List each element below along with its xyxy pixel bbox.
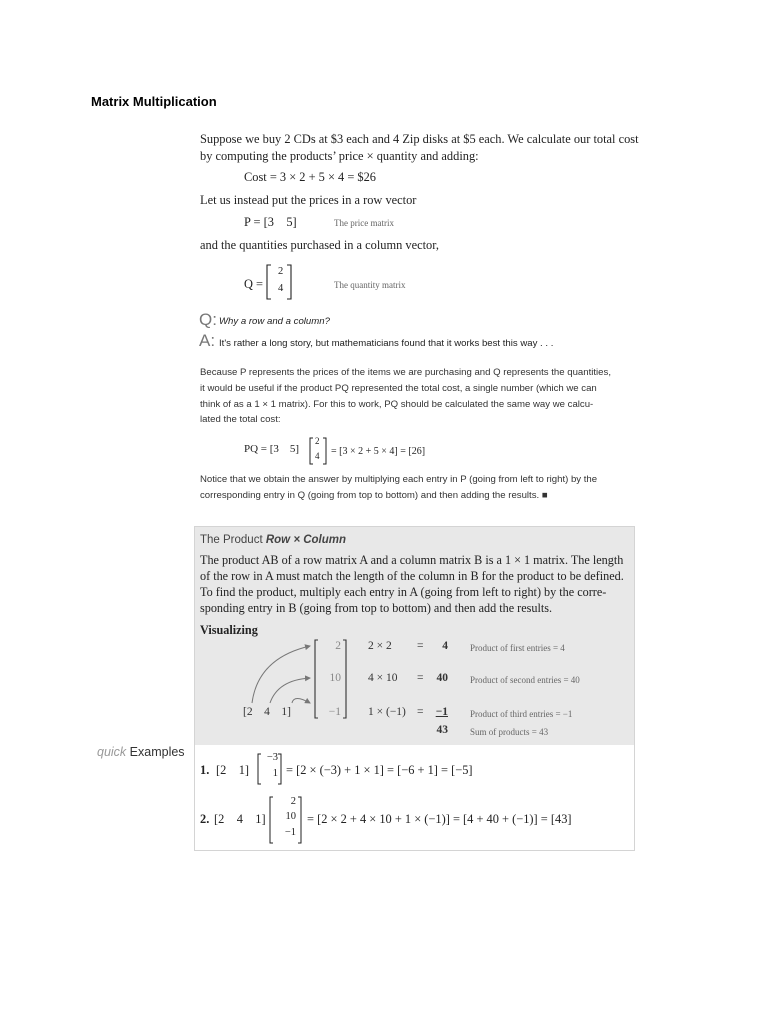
- answer-mark-label: A:: [199, 331, 216, 350]
- example-1-row: [2 1]: [216, 763, 250, 777]
- visualizing-sum: 43: [436, 724, 448, 736]
- visualizing-product-2: 4 × 10: [368, 672, 398, 684]
- example-2-col-3: −1: [284, 827, 296, 838]
- question-text: Why a row and a column?: [219, 316, 330, 327]
- example-1-col-bottom: 1: [272, 768, 278, 779]
- definition-line-3: To find the product, multiply each entry in A (going from left to right) by the corre-: [200, 585, 607, 599]
- definition-heading-pre: The Product: [200, 534, 266, 546]
- definition-line-1: The product AB of a row matrix A and a column matrix B is a 1 × 1 matrix. The length: [200, 553, 624, 567]
- answer-text: It's rather a long story, but mathematicians found that it works best this way . . .: [219, 338, 554, 349]
- visualizing-col-entry-1: 2: [335, 640, 341, 652]
- body-line-4: lated the total cost:: [200, 414, 281, 425]
- definition-line-2: of the row in A must match the length of the column in B for the product to be defined.: [200, 569, 624, 583]
- example-2-rhs: = [2 × 2 + 4 × 10 + 1 × (−1)] = [4 + 40 + (−1)] = [43]: [307, 812, 572, 826]
- quantity-matrix-note: The quantity matrix: [334, 280, 406, 290]
- cost-equation: Cost = 3 × 2 + 5 × 4 = $26: [244, 170, 377, 184]
- definition-heading: [200, 534, 346, 546]
- visualizing-row-vector: [2 4 1]: [243, 706, 291, 718]
- example-1-rhs: = [2 × (−3) + 1 × 1] = [−6 + 1] = [−5]: [286, 763, 473, 777]
- quick-examples-label-italic: quick: [97, 745, 127, 759]
- notice-line-2: corresponding entry in Q (going from top to bottom) and then adding the results. ■: [200, 490, 548, 501]
- example-2-row: [2 4 1]: [214, 812, 266, 826]
- example-2-col-1: 2: [290, 796, 296, 807]
- price-matrix-equation: P = [3 5]: [244, 215, 297, 229]
- quick-examples-label: [97, 745, 185, 759]
- quantity-matrix-lhs: Q =: [244, 277, 264, 291]
- quantity-matrix-top: 2: [278, 266, 284, 277]
- visualizing-product-1: 2 × 2: [368, 640, 392, 652]
- pq-col-top: 2: [315, 436, 320, 446]
- definition-heading-emphasis: Row × Column: [265, 534, 347, 546]
- quick-examples-label-rest: Examples: [126, 745, 185, 759]
- page-title: Matrix Multiplication: [91, 94, 217, 109]
- example-2-col-2: 10: [285, 811, 296, 822]
- intro-line-1: Suppose we buy 2 CDs at $3 each and 4 Zip disks at $5 each. We calculate our total cost: [200, 132, 639, 146]
- price-matrix-note: The price matrix: [334, 218, 394, 228]
- visualizing-equals-2: =: [417, 672, 424, 684]
- visualizing-col-entry-2: 10: [329, 672, 341, 684]
- example-2-number: 2.: [200, 812, 210, 826]
- visualizing-equals-3: =: [417, 706, 424, 718]
- visualizing-result-3: −1: [435, 706, 448, 718]
- intro-line-2: by computing the products’ price × quantity and adding:: [200, 149, 479, 163]
- visualizing-col-entry-3: −1: [328, 706, 341, 718]
- question-mark-label: Q:: [199, 310, 217, 329]
- body-line-2: it would be useful if the product PQ represented the total cost, a single number (which we can: [200, 383, 597, 394]
- intro-line-3: Let us instead put the prices in a row vector: [200, 193, 417, 207]
- visualizing-result-2: 40: [436, 672, 448, 684]
- intro-line-4: and the quantities purchased in a column vector,: [200, 238, 439, 252]
- pq-rhs: = [3 × 2 + 5 × 4] = [26]: [331, 446, 426, 457]
- visualizing-title: Visualizing: [200, 623, 258, 637]
- example-1-col-top: −3: [266, 752, 278, 763]
- visualizing-note-2: Product of second entries = 40: [470, 675, 580, 685]
- pq-col-bottom: 4: [315, 451, 320, 461]
- pq-lhs: PQ = [3 5]: [244, 443, 300, 455]
- visualizing-note-3: Product of third entries = −1: [470, 709, 573, 719]
- body-line-1: Because P represents the prices of the items we are purchasing and Q represents the quantities,: [200, 367, 611, 378]
- definition-line-4: sponding entry in B (going from top to bottom) and then add the results.: [200, 601, 553, 615]
- visualizing-result-1: 4: [442, 640, 448, 652]
- quantity-matrix-bottom: 4: [278, 283, 284, 294]
- body-line-3: think of as a 1 × 1 matrix). For this to work, PQ should be calculated the same way we calcu-: [200, 399, 594, 410]
- example-1-number: 1.: [200, 763, 210, 777]
- visualizing-product-3: 1 × (−1): [368, 706, 406, 718]
- notice-line-1: Notice that we obtain the answer by multiplying each entry in P (going from left to right) by the: [200, 474, 598, 485]
- visualizing-note-1: Product of first entries = 4: [470, 643, 565, 653]
- visualizing-equals-1: =: [417, 640, 424, 652]
- visualizing-note-4: Sum of products = 43: [470, 727, 549, 737]
